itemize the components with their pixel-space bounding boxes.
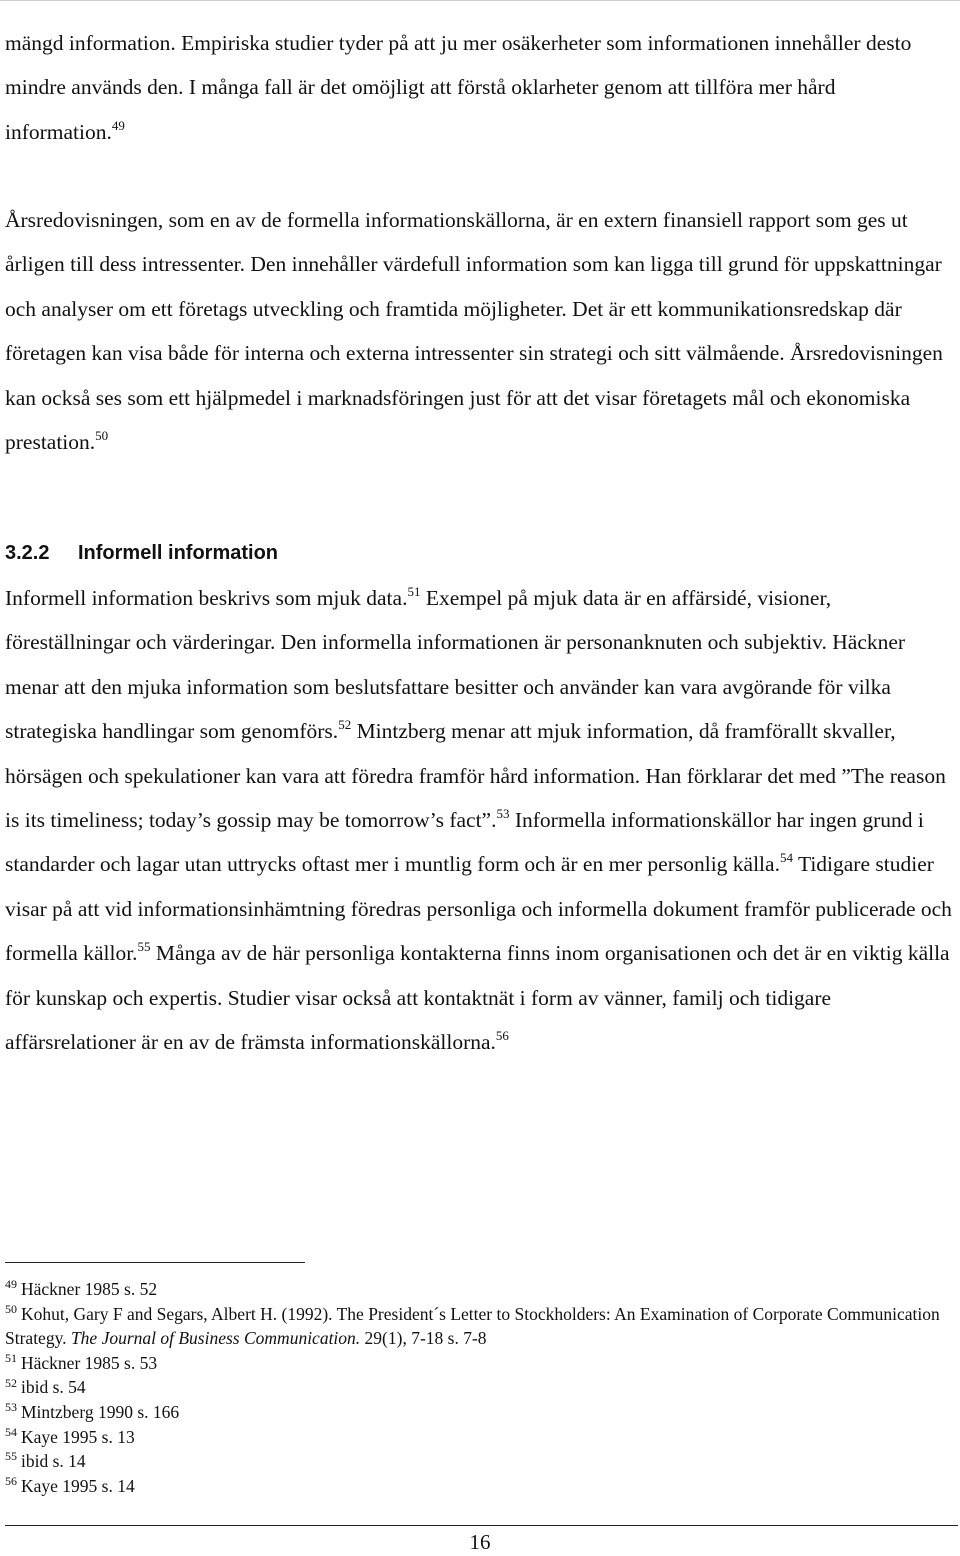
footnote-50	[5, 1302, 960, 1351]
section-title: Informell information	[78, 542, 278, 564]
paragraph-1	[5, 21, 960, 154]
footnote-text: Häckner 1985 s. 53	[21, 1352, 158, 1373]
footnote-ref-51[interactable]: 51	[407, 583, 421, 599]
section-text-3: Mintzberg menar att mjuk information, då framförallt skvaller, hörsägen och spekulationer kan vara att föredra framför hård information. Han förklarar det med ”The reason is its timeliness; today’s gossip may be tomorrow’s fact”.	[5, 719, 946, 833]
footnote-56	[5, 1474, 960, 1499]
footnote-53	[5, 1400, 960, 1425]
footnote-ref-54[interactable]: 54	[779, 850, 793, 866]
journal-title: The Journal of Business Communication.	[70, 1328, 361, 1349]
footnote-number: 52	[5, 1375, 17, 1390]
footnotes	[5, 1277, 960, 1498]
section-heading	[5, 533, 278, 573]
paragraph-2	[5, 198, 960, 464]
footnote-number: 55	[5, 1449, 17, 1464]
footnote-52	[5, 1375, 960, 1400]
top-divider	[0, 0, 960, 1]
page-footer-rule	[5, 1525, 958, 1526]
footnote-separator	[5, 1262, 305, 1263]
footnote-text: ibid s. 54	[21, 1377, 86, 1398]
footnote-51	[5, 1351, 960, 1376]
section-text-5: Tidigare studier visar på att vid informationsinhämtning föredras personliga och informella dokument framför publicerade och formella källor.	[5, 852, 952, 966]
footnote-text: Kaye 1995 s. 13	[21, 1426, 135, 1447]
footnote-55	[5, 1449, 960, 1474]
footnote-number: 54	[5, 1424, 17, 1439]
footnote-ref-56[interactable]: 56	[495, 1027, 509, 1043]
section-paragraph	[5, 576, 960, 1064]
section-text-6: Många av de här personliga kontakterna finns inom organisationen och det är en viktig källa för kunskap och expertis. Studier visar också att kontaktnät i form av vänner, familj och tidigare affärsrelationer är en av de främsta informationskällorna.	[5, 941, 950, 1055]
section-number: 3.2.2	[5, 542, 50, 564]
footnote-54	[5, 1425, 960, 1450]
footnote-text: Kohut, Gary F and Segars, Albert H. (1992). The President´s Letter to Stockholders: An Examination of Corporate Communication Strategy.	[5, 1303, 940, 1349]
footnote-text: Häckner 1985 s. 52	[21, 1279, 158, 1299]
footnote-text: Mintzberg 1990 s. 166	[21, 1401, 180, 1422]
section-text-2: Exempel på mjuk data är en affärsidé, visioner, föreställningar och värderingar. Den informella informationen är personanknuten och subjektiv. Häckner menar att den mjuka information som beslutsfattare besitter och använder kan vara avgörande för vilka strategiska handlingar som genomförs.	[5, 586, 906, 744]
footnote-text: Kaye 1995 s. 14	[21, 1475, 135, 1496]
footnote-number: 50	[5, 1301, 17, 1316]
footnote-ref-52[interactable]: 52	[338, 717, 352, 733]
footnote-text: ibid s. 14	[21, 1451, 86, 1472]
footnote-number: 49	[5, 1277, 17, 1292]
paragraph-1-text: mängd information. Empiriska studier tyder på att ju mer osäkerheter som informationen innehåller desto mindre används den. I många fall är det omöjligt att förstå oklarheter genom att tillföra mer hård information.	[5, 31, 912, 144]
footnote-ref-49[interactable]: 49	[111, 117, 125, 133]
footnote-ref-50[interactable]: 50	[95, 427, 109, 443]
section-text-4: Informella informationskällor har ingen grund i standarder och lagar utan uttrycks oftast mer i muntlig form och är en mer personlig källa.	[5, 808, 924, 877]
footnote-number: 51	[5, 1350, 17, 1365]
footnote-ref-53[interactable]: 53	[496, 805, 510, 821]
footnote-number: 56	[5, 1473, 17, 1488]
page-number: 16	[469, 1530, 491, 1554]
footnote-49	[5, 1277, 960, 1302]
footnote-number: 53	[5, 1400, 17, 1415]
paragraph-2-text: Årsredovisningen, som en av de formella informationskällorna, är en extern finansiell rapport som ges ut årligen till dess intressenter. Den innehåller värdefull information som kan ligga till grund för uppskattningar och analyser om ett företags utveckling och framtida möjligheter. Det är ett kommunikationsredskap där företagen kan visa både för interna och externa intressenter sin strategi och sitt välmående. Årsredovisningen kan också ses som ett hjälpmedel i marknadsföringen just för att det visar företagets mål och ekonomiska prestation.	[5, 208, 943, 455]
section-text-1: Informell information beskrivs som mjuk data.	[5, 586, 408, 610]
footnote-text-tail: 29(1), 7-18 s. 7-8	[360, 1328, 487, 1349]
footnote-ref-55[interactable]: 55	[137, 939, 151, 955]
